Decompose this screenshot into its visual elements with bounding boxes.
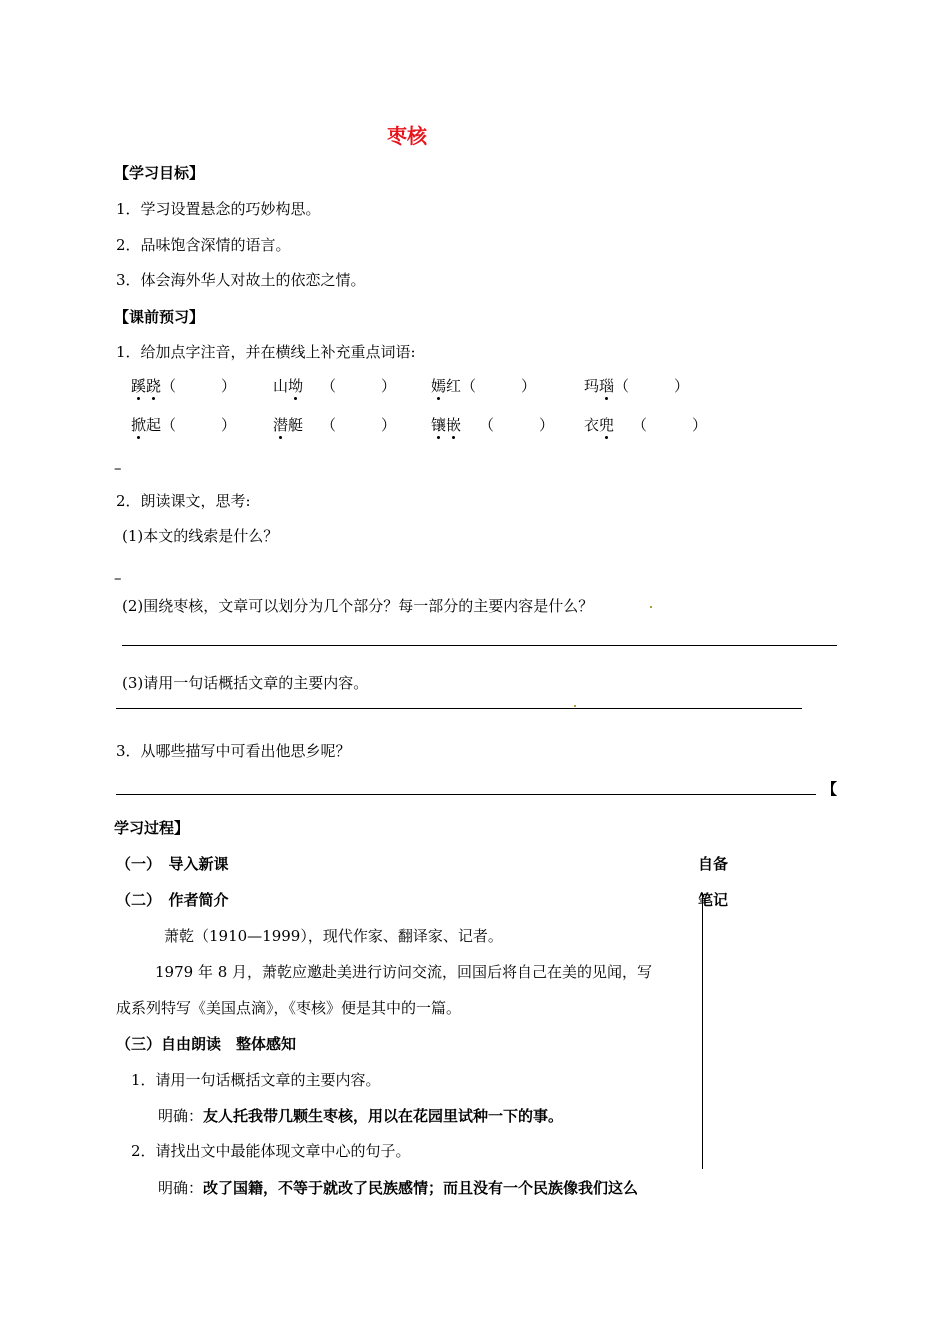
process-heading: 学习过程】 — [114, 819, 190, 837]
word-char: 兜 — [599, 416, 615, 434]
author-line-3: 成系列特写《美国点滴》，《枣核》便是其中的一篇。 — [116, 999, 462, 1017]
question-2-3: (3)请用一句话概括文章的主要内容。 — [122, 674, 369, 692]
word-xiangqian — [431, 415, 554, 435]
word-char: 镶 — [431, 416, 447, 434]
task-2: 2．请找出文中最能体现文章中心的句子。 — [131, 1142, 411, 1160]
dash-mark: – — [114, 459, 122, 477]
question-2-1: (1)本文的线索是什么？ — [122, 527, 279, 545]
pinyin-blank: （ ） — [632, 416, 708, 434]
pinyin-blank: （ ） — [161, 377, 237, 395]
word-char: 坳 — [288, 377, 304, 395]
preview-question-2: 2．朗读课文，思考: — [116, 492, 251, 510]
notes-divider — [702, 893, 703, 1169]
word-char: 蹊 — [131, 377, 147, 395]
preview-heading: 【课前预习】 — [114, 308, 205, 326]
pinyin-blank: （ ） — [321, 377, 397, 395]
pinyin-blank: （ ） — [321, 416, 397, 434]
word-char: 山 — [273, 377, 289, 395]
pinyin-blank: （ ） — [161, 416, 237, 434]
notes-label-2: 笔记 — [698, 891, 729, 909]
word-char: 跷 — [146, 377, 162, 395]
answer-1 — [158, 1106, 563, 1126]
preview-question-3: 3．从哪些描写中可看出他思乡呢？ — [116, 742, 351, 760]
pinyin-blank: （ ） — [614, 377, 690, 395]
word-char: 艇 — [288, 416, 304, 434]
answer-line — [116, 708, 802, 709]
section-3-heading: （三）自由朗读 整体感知 — [116, 1035, 297, 1053]
author-line-1: 萧乾（1910—1999），现代作家、翻译家、记者。 — [164, 927, 503, 945]
word-yanhong — [431, 376, 536, 396]
word-manao — [584, 376, 689, 396]
pinyin-blank: （ ） — [479, 416, 555, 434]
word-char: 嫣 — [431, 377, 447, 395]
answer-label: 明确： — [158, 1107, 204, 1125]
answer-text: 友人托我带几颗生枣核，用以在花园里试种一下的事。 — [203, 1107, 564, 1125]
preview-question-1: 1．给加点字注音，并在横线上补充重点词语: — [116, 343, 416, 361]
notes-label-1: 自备 — [698, 855, 729, 873]
page-title: 枣核 — [387, 124, 427, 148]
answer-2 — [158, 1178, 638, 1198]
bracket-mark: 【 — [822, 780, 838, 798]
objective-item-3: 3．体会海外华人对故土的依恋之情。 — [116, 271, 366, 289]
word-yidou — [584, 415, 707, 435]
answer-text: 改了国籍，不等于就改了民族感情；而且没有一个民族像我们这么 — [203, 1179, 639, 1197]
answer-line — [122, 645, 837, 646]
dash-mark: – — [114, 569, 122, 587]
author-line-2: 1979 年 8 月，萧乾应邀赴美进行访问交流，回国后将自己在美的见闻，写 — [155, 963, 653, 981]
task-1: 1．请用一句话概括文章的主要内容。 — [131, 1071, 381, 1089]
word-qianting — [273, 415, 396, 435]
speck — [574, 705, 576, 707]
answer-label: 明确： — [158, 1179, 204, 1197]
pinyin-blank: （ ） — [461, 377, 537, 395]
word-char: 玛 — [584, 377, 600, 395]
word-char: 掀 — [131, 416, 147, 434]
objective-item-2: 2．品味饱含深情的语言。 — [116, 236, 291, 254]
question-2-2: (2)围绕枣核，文章可以划分为几个部分？每一部分的主要内容是什么？ — [122, 597, 594, 615]
word-char: 潜 — [273, 416, 289, 434]
word-char: 衣 — [584, 416, 600, 434]
word-xianqi — [131, 415, 236, 435]
word-qiqiao — [131, 376, 236, 396]
word-char: 嵌 — [446, 416, 462, 434]
word-char: 瑙 — [599, 377, 615, 395]
objective-item-1: 1．学习设置悬念的巧妙构思。 — [116, 200, 321, 218]
word-char: 起 — [146, 416, 162, 434]
word-shanao — [273, 376, 396, 396]
section-1-heading: （一） 导入新课 — [116, 855, 229, 873]
answer-line — [116, 794, 816, 795]
objectives-heading: 【学习目标】 — [114, 164, 205, 182]
section-2-heading: （二） 作者简介 — [116, 891, 229, 909]
speck — [650, 606, 652, 608]
word-char: 红 — [446, 377, 462, 395]
